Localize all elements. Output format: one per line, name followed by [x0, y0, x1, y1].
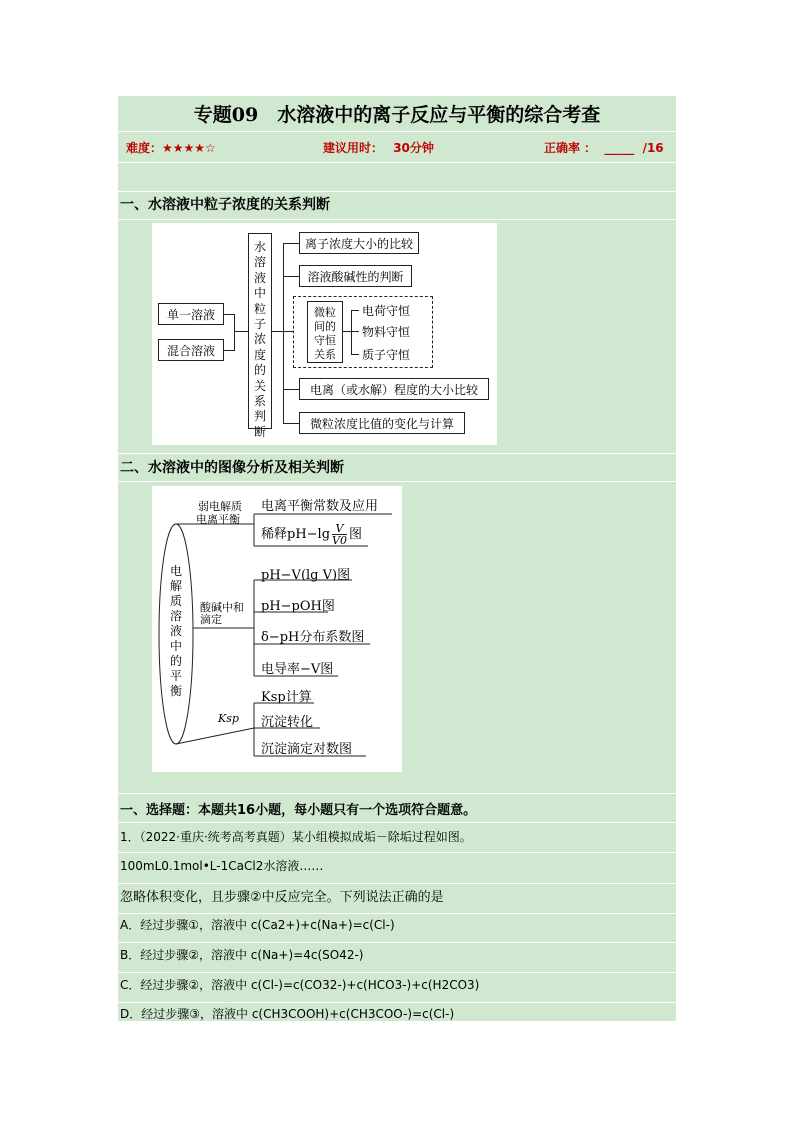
material-conservation: 物料守恒 [362, 325, 411, 339]
conservation-box: 微粒间的守恒关系 [307, 301, 343, 363]
precipitation-conversion: 沉淀转化 [261, 715, 314, 730]
weak-electrolyte-label-1: 弱电解质 [198, 500, 242, 513]
accuracy-label: 正确率 ： [544, 141, 597, 155]
section-2-heading: 二、水溶液中的图像分析及相关判断 [120, 460, 344, 476]
q1-line2: 100mL0.1mol•L-1CaCl2水溶液…… [120, 859, 324, 873]
accuracy [544, 139, 664, 156]
difficulty-stars: ★★★★☆ [162, 141, 216, 155]
option-b: B．经过步骤②，溶液中 c(Na+)=4c(SO42-) [120, 948, 364, 962]
document-page [118, 96, 676, 1021]
precipitation-titration-graph: 沉淀滴定对数图 [261, 742, 353, 757]
concentration-relation-diagram [152, 223, 497, 445]
ph-poh-graph: pH−pOH图 [261, 599, 335, 614]
option-a: A．经过步骤①，溶液中 c(Ca2+)+c(Na+)=c(Cl-) [120, 918, 395, 932]
center-topic-box: 水溶液中粒子浓度的关系判断 [248, 233, 272, 429]
section-1-heading: 一、水溶液中粒子浓度的关系判断 [120, 197, 330, 213]
equilibrium-graph-diagram [152, 486, 402, 772]
q1-line3: 忽略体积变化，且步骤②中反应完全。下列说法正确的是 [120, 890, 444, 905]
ratio-change-calc: 微粒浓度比值的变化与计算 [299, 412, 465, 434]
q1-stem: 1．（2022·重庆·统考高考真题）某小组模拟成垢－除垢过程如图。 [120, 830, 472, 844]
difficulty [126, 139, 216, 156]
titration-label-2: 滴定 [200, 613, 222, 626]
conductivity-graph: 电导率−V图 [261, 662, 334, 677]
difficulty-label: 难度： [126, 141, 163, 155]
ksp-calc: Ksp计算 [261, 690, 312, 705]
ph-v-graph: pH−V(lg V)图 [261, 568, 351, 583]
ellipse-label: 电解质溶液中的平衡 [170, 564, 183, 698]
page-title: 专题09 水溶液中的离子反应与平衡的综合考查 [193, 104, 601, 126]
accuracy-total: /16 [642, 141, 664, 155]
time-value: 30分钟 [393, 141, 434, 155]
mixed-solution-box: 混合溶液 [158, 339, 224, 361]
ionization-degree-compare: 电离（或水解）程度的大小比较 [299, 378, 489, 400]
distribution-graph: δ−pH分布系数图 [261, 630, 365, 645]
suggested-time [323, 139, 434, 156]
dilution-graph: 稀释pH−lg $\frac{V}{V0}$ 图 [261, 522, 362, 547]
ksp-label: Ksp [218, 712, 239, 725]
titration-label-1: 酸碱中和 [200, 601, 244, 614]
charge-conservation: 电荷守恒 [362, 304, 411, 318]
proton-conservation: 质子守恒 [362, 348, 411, 362]
accuracy-blank: _____ [604, 141, 635, 155]
questions-heading: 一、选择题：本题共16小题，每小题只有一个选项符合题意。 [120, 803, 477, 818]
option-c: C．经过步骤②，溶液中 c(Cl-)=c(CO32-)+c(HCO3-)+c(H2CO3) [120, 978, 480, 992]
time-label: 建议用时： [323, 141, 384, 155]
acid-base-judgement: 溶液酸碱性的判断 [299, 265, 412, 287]
single-solution-box: 单一溶液 [158, 303, 224, 325]
option-d: D．经过步骤③，溶液中 c(CH3COOH)+c(CH3COO-)=c(Cl-) [120, 1007, 455, 1021]
ion-concentration-compare: 离子浓度大小的比较 [299, 232, 419, 254]
weak-electrolyte-label-2: 电离平衡 [196, 513, 240, 526]
ionization-constant: 电离平衡常数及应用 [261, 499, 379, 514]
